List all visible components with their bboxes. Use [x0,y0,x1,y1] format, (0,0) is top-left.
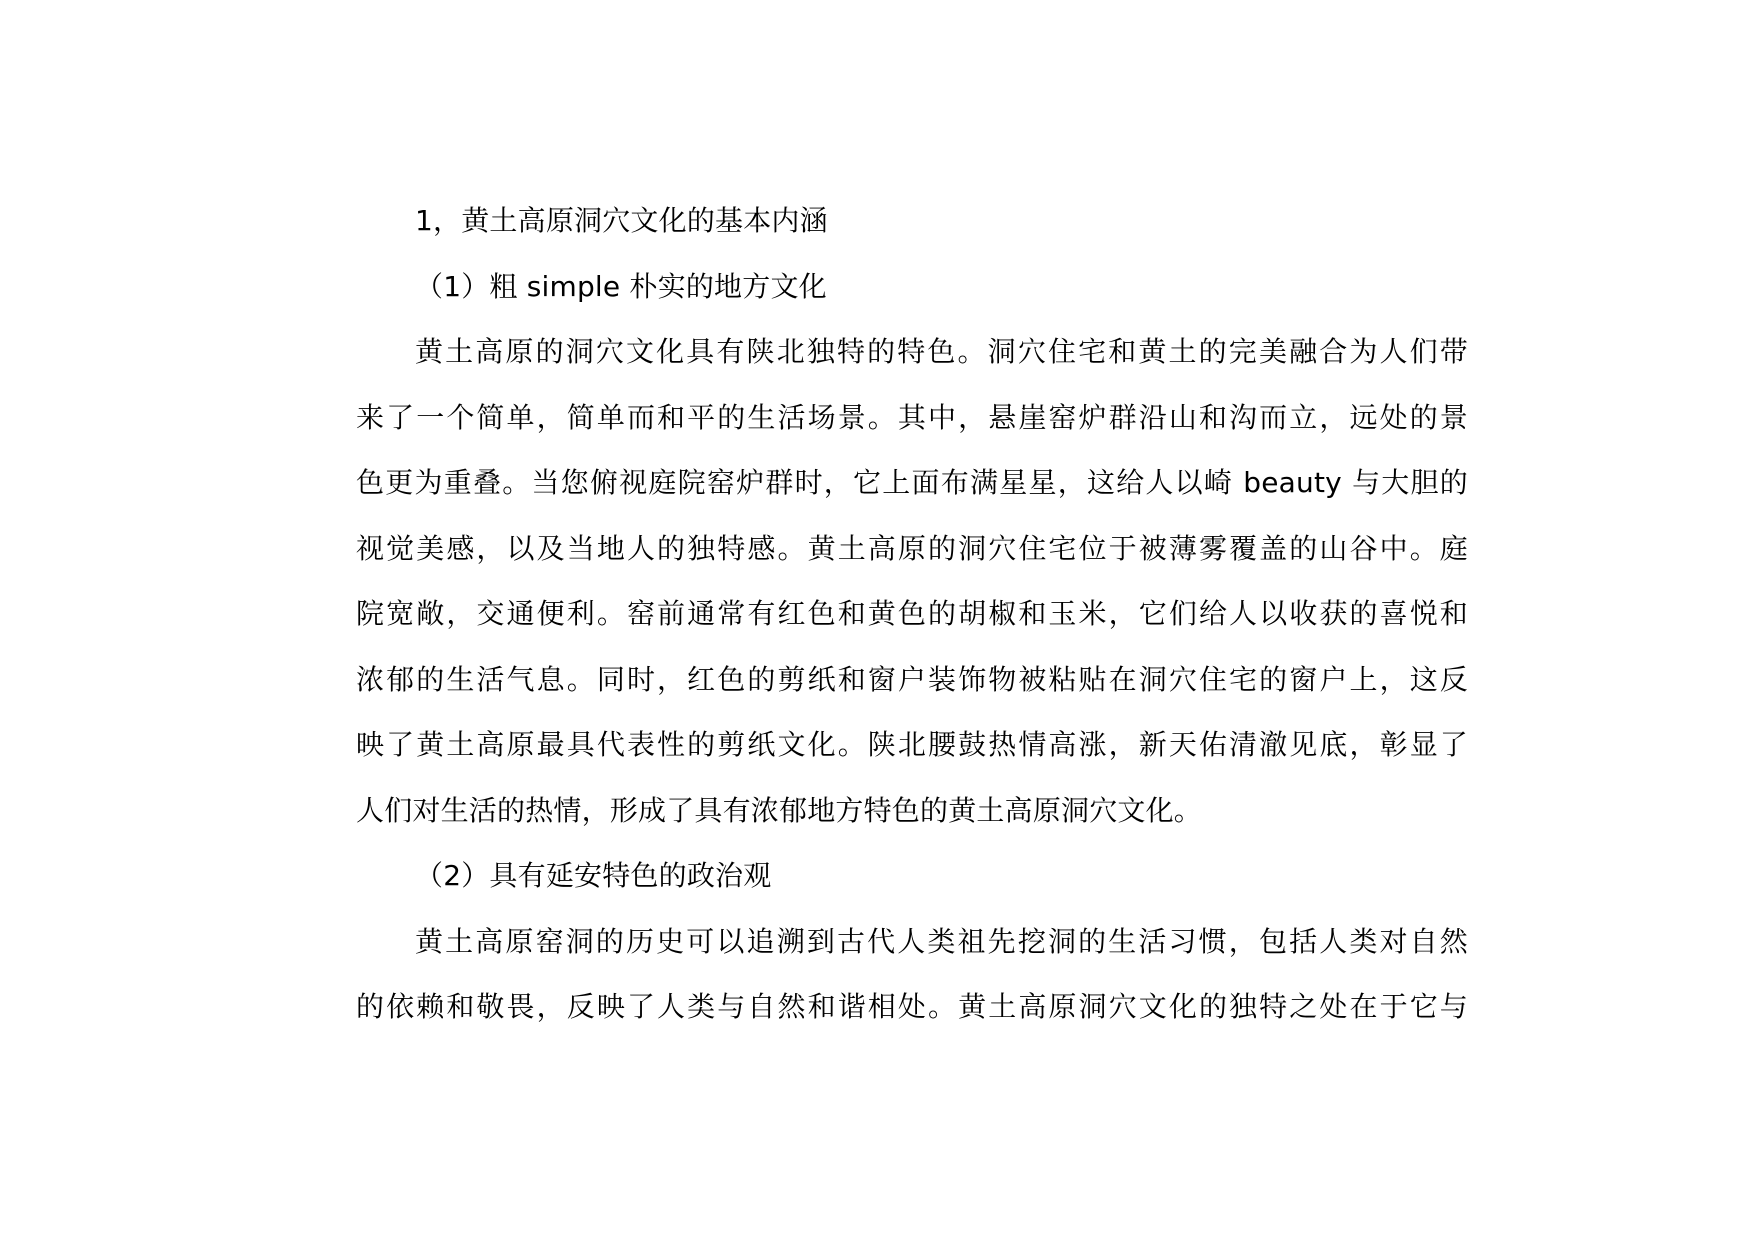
paragraph-1 [356,319,1468,843]
paragraph-line: 黄土高原窑洞的历史可以追溯到古代人类祖先挖洞的生活习惯，包括人类对自然 [415,924,1468,958]
document-page [356,188,1468,1040]
paragraph-line: 人们对生活的热情，形成了具有浓郁地方特色的黄土高原洞穴文化。 [356,793,1203,827]
subsection-title-1: （1）粗 simple 朴实的地方文化 [415,269,827,303]
paragraph-line: 黄土高原的洞穴文化具有陕北独特的特色。洞穴住宅和黄土的完美融合为人们带 [415,335,1468,368]
paragraph-line: 浓郁的生活气息。同时，红色的剪纸和窗户装饰物被粘贴在洞穴住宅的窗户上，这反 [356,662,1468,696]
paragraph-line: 映了黄土高原最具代表性的剪纸文化。陕北腰鼓热情高涨，新天佑清澈见底，彰显了 [356,728,1468,761]
paragraph-line: 视觉美感，以及当地人的独特感。黄土高原的洞穴住宅位于被薄雾覆盖的山谷中。庭 [356,531,1468,565]
subsection-title-2: （2）具有延安特色的政治观 [415,859,772,892]
paragraph-line: 来了一个简单，简单而和平的生活场景。其中，悬崖窑炉群沿山和沟而立，远处的景 [356,400,1468,434]
paragraph-line: 色更为重叠。当您俯视庭院窑炉群时，它上面布满星星，这给人以崎 beauty 与大胆的 [356,466,1468,499]
paragraph-line: 的依赖和敬畏，反映了人类与自然和谐相处。黄土高原洞穴文化的独特之处在于它与 [356,990,1468,1023]
paragraph-line: 院宽敞，交通便利。窑前通常有红色和黄色的胡椒和玉米，它们给人以收获的喜悦和 [356,597,1468,630]
section-heading: 1，黄土高原洞穴文化的基本内涵 [415,204,828,237]
paragraph-2 [356,909,1468,1040]
